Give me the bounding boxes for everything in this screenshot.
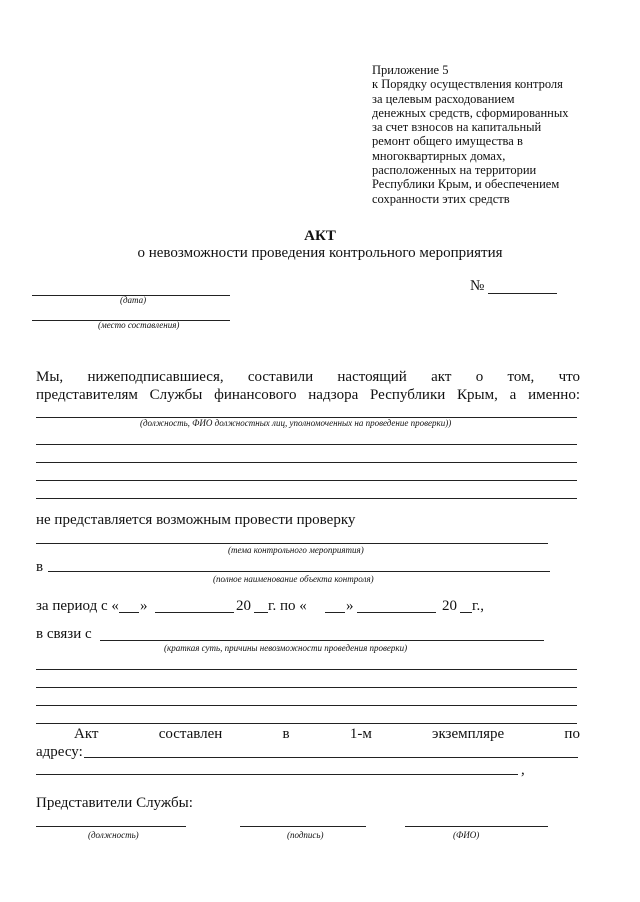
blank-line[interactable]: [36, 498, 577, 499]
in-label: в: [36, 559, 44, 575]
appendix-line: расположенных на территории: [372, 163, 537, 178]
document-subtitle: о невозможности проведения контрольного мероприятия: [137, 245, 503, 261]
reason-caption: (краткая суть, причины невозможности проведения проверки): [164, 643, 408, 653]
appendix-line: сохранности этих средств: [372, 191, 510, 206]
not-possible-text: не представляется возможным провести проверку: [36, 512, 356, 528]
appendix-line: за целевым расходованием: [372, 91, 515, 106]
officials-caption: (должность, ФИО должностных лиц, уполномоченных на проведение проверки)): [140, 418, 452, 428]
appendix-line: к Порядку осуществления контроля: [372, 77, 563, 92]
period-year-from-line[interactable]: [254, 612, 268, 613]
address-label: адресу:: [36, 744, 83, 760]
blank-line[interactable]: [36, 462, 577, 463]
place-caption: (место составления): [98, 320, 180, 330]
fio-line[interactable]: [405, 826, 548, 827]
appendix-line: ремонт общего имущества в: [372, 134, 523, 149]
topic-line[interactable]: [36, 543, 548, 544]
appendix-line: многоквартирных домах,: [372, 148, 506, 163]
appendix-line: за счет взносов на капитальный: [372, 120, 542, 135]
period-year-to-line[interactable]: [460, 612, 472, 613]
due-to-label: в связи с: [36, 626, 92, 642]
reason-line[interactable]: [100, 640, 544, 641]
blank-line[interactable]: [36, 480, 577, 481]
period-to-label: г. по «: [268, 598, 307, 614]
appendix-line: Республики Крым, и обеспечением: [372, 177, 560, 192]
act-word: в: [282, 726, 290, 742]
number-line[interactable]: [488, 293, 557, 294]
blank-line[interactable]: [36, 444, 577, 445]
blank-line[interactable]: [36, 705, 577, 706]
blank-line[interactable]: [36, 669, 577, 670]
period-day-to-line[interactable]: [325, 612, 345, 613]
period-month-to-line[interactable]: [357, 612, 436, 613]
address-comma: ,: [521, 762, 525, 778]
position-line[interactable]: [36, 826, 186, 827]
period-quote: »: [140, 598, 148, 614]
intro-line-1: Мы, нижеподписавшиеся, составили настоящий акт о том, что: [36, 369, 580, 385]
act-word: составлен: [158, 726, 223, 742]
period-day-from-line[interactable]: [119, 612, 139, 613]
fio-caption: (ФИО): [453, 830, 480, 840]
position-caption: (должность): [88, 830, 139, 840]
address-line[interactable]: [84, 757, 578, 758]
blank-line[interactable]: [36, 723, 577, 724]
period-year-from: 20: [236, 598, 251, 614]
number-label: №: [470, 278, 485, 294]
document-title: АКТ: [304, 228, 336, 244]
intro-line-2: представителям Службы финансового надзора Республики Крым, а именно:: [36, 387, 580, 403]
act-word: 1-м: [349, 726, 372, 742]
representatives-label: Представители Службы:: [36, 795, 193, 811]
period-end: г.,: [472, 598, 484, 614]
appendix-block: [372, 63, 602, 206]
act-word: экземпляре: [432, 726, 505, 742]
address-line-2[interactable]: [36, 774, 518, 775]
object-caption: (полное наименование объекта контроля): [213, 574, 374, 584]
signature-line[interactable]: [240, 826, 366, 827]
appendix-line: Приложение 5: [372, 63, 449, 77]
topic-caption: (тема контрольного мероприятия): [228, 545, 364, 555]
period-from-label: за период с «: [36, 598, 119, 614]
date-caption: (дата): [120, 295, 147, 305]
appendix-line: денежных средств, сформированных: [372, 105, 569, 120]
period-quote: »: [346, 598, 354, 614]
object-line[interactable]: [48, 571, 550, 572]
act-row: [74, 726, 580, 743]
period-year-to: 20: [442, 598, 457, 614]
signature-caption: (подпись): [287, 830, 324, 840]
blank-line[interactable]: [36, 687, 577, 688]
period-month-from-line[interactable]: [155, 612, 234, 613]
act-word: Акт: [74, 726, 99, 742]
act-word: по: [564, 726, 580, 742]
